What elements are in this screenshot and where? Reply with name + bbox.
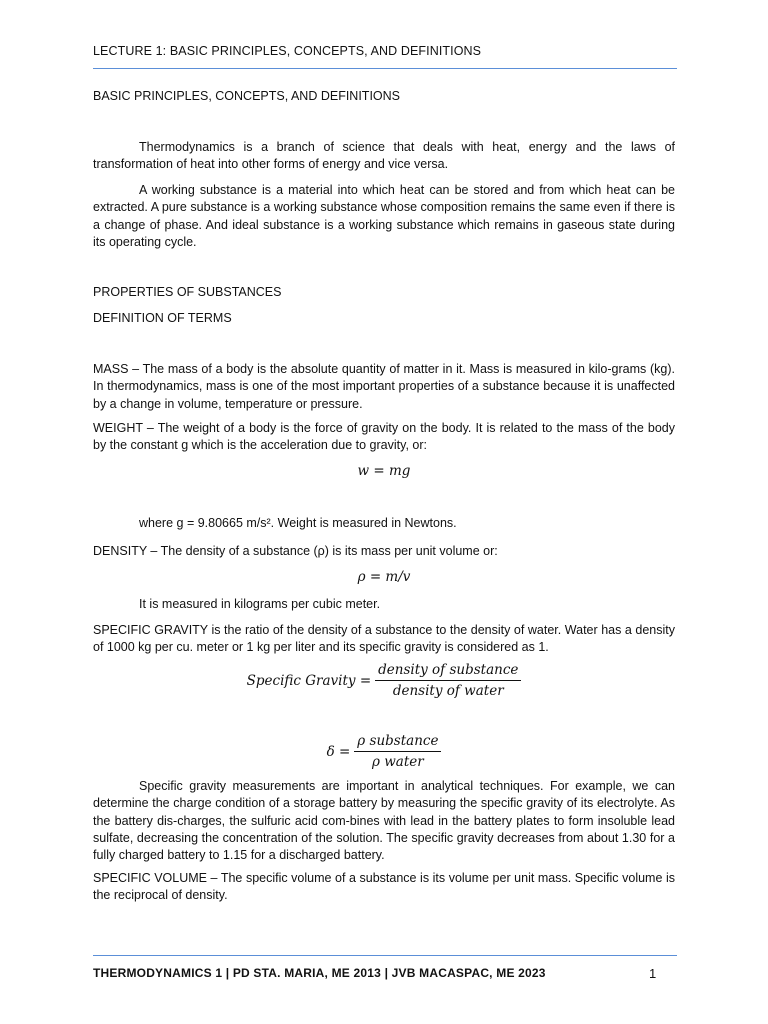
paragraph-thermodynamics [93,139,675,174]
term-specific-volume: SPECIFIC VOLUME [93,871,207,885]
term-thermodynamics: Thermodynamics [139,140,235,154]
term-mass: MASS [93,362,129,376]
definitions-subheading: DEFINITION OF TERMS [93,311,232,325]
sg-numerator: density of substance [375,662,521,681]
footer-divider [93,955,677,956]
weight-definition: – The weight of a body is the force of gravity on the body. It is related to the mass of the body by the constant g which is the acceleration due to gravity, or: [93,421,675,453]
weight-note: where g = 9.80665 m/s². Weight is measured in Newtons. [139,516,457,530]
header-divider [93,68,677,69]
pure-substance-definition: is a working substance whose composition remains the same even if there is a change of phase. And [93,200,675,232]
term-weight: WEIGHT [93,421,143,435]
mass-definition: – The mass of a body is the absolute quantity of matter in it. Mass is measured in kilo-grams (kg). In thermodynamics, mass is one of the most important properties of a substance because it is unaffected by a change in volume, temperature or pressure. [93,362,675,411]
delta-equation [93,733,675,770]
ws-prefix: A [139,183,152,197]
section-title: BASIC PRINCIPLES, CONCEPTS, AND DEFINITIONS [93,89,401,103]
sg-fraction [375,662,521,699]
paragraph-density [93,543,675,560]
delta-fraction [354,733,441,770]
thermodynamics-definition: is a branch of science that deals with heat, energy and the laws of transformation of heat into other forms of energy and vice versa. [93,140,675,172]
header-title: LECTURE 1: BASIC PRINCIPLES, CONCEPTS, AND DEFINITIONS [93,44,482,58]
term-working-substance: working substance [151,183,257,197]
specific-gravity-definition: is the ratio of the density of a substance to the density of water. Water has a density of 1000 kg per cu. meter or 1 kg per liter and its specific gravity is considered as 1. [93,623,676,655]
paragraph-specific-gravity [93,622,675,657]
density-definition: – The density of a substance (ρ) is its mass per unit volume or: [146,544,498,558]
ideal-substance-definition: is a working substance which remains in gaseous state during its operating cycle. [93,217,675,249]
sg-equation-lhs: Specific Gravity = [246,672,372,689]
sg-denominator: density of water [392,683,504,699]
specific-volume-definition: – The specific volume of a substance is its volume per unit mass. Specific volume is the reciprocal of density. [93,871,675,903]
properties-heading: PROPERTIES OF SUBSTANCES [93,285,282,299]
term-pure-substance: pure substance [161,200,248,215]
term-ideal-substance: ideal substance [232,217,321,232]
paragraph-mass [93,361,675,413]
paragraph-battery: Specific gravity measurements are important in analytical techniques. For example, we can determine the charge condition of a storage battery by measuring the specific gravity of its electrolyte. As the battery dis-charges, the sulfuric acid com-bines with lead in the battery plates to form insoluble lead sulfate, decreasing the concentration of the solution. The specific gravity decreases from about 1.30 for a fully charged battery to 1.15 for a discharged battery. [93,779,675,863]
density-note: It is measured in kilograms per cubic meter. [139,597,381,611]
delta-numerator: ρ substance [354,733,441,752]
working-substance-definition: is a material into which heat can be stored and from which heat can be extracted. A [93,183,675,215]
paragraph-substances [93,182,675,251]
density-equation: ρ = m/v [357,569,411,585]
page-number: 1 [649,966,657,981]
term-specific-gravity: SPECIFIC GRAVITY [93,623,208,637]
specific-gravity-equation [93,662,675,699]
delta-denominator: ρ water [372,754,424,770]
paragraph-specific-volume [93,870,675,905]
paragraph-weight [93,420,675,455]
weight-equation: w = mg [357,463,411,479]
term-density: DENSITY [93,544,147,558]
delta-equation-lhs: δ = [326,743,351,760]
footer-text: THERMODYNAMICS 1 | PD STA. MARIA, ME 2013 | JVB MACASPAC, ME 2023 [93,966,546,980]
